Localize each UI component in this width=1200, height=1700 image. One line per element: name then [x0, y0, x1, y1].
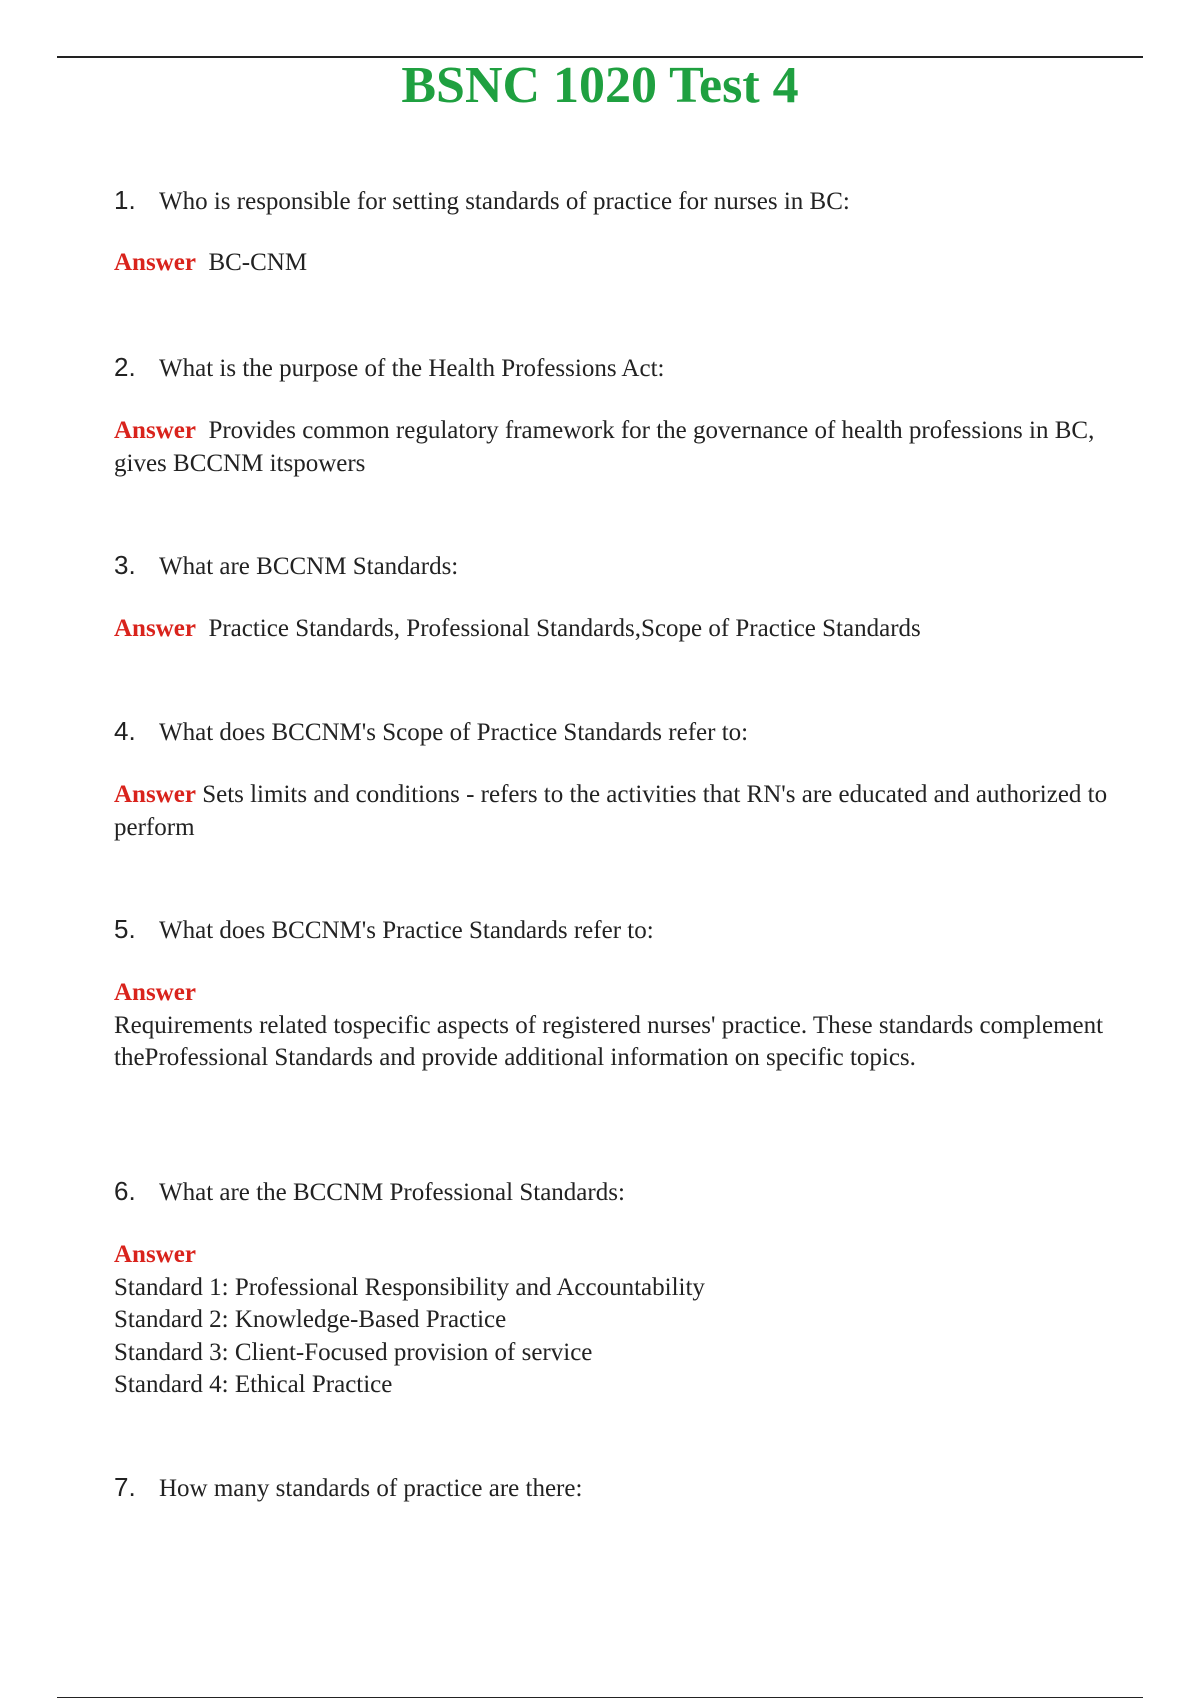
question: [114, 715, 1134, 749]
question-item-7: [114, 1471, 1134, 1505]
question: [114, 184, 1134, 218]
question-number: 6.: [114, 1176, 136, 1206]
question-number: 7.: [114, 1472, 136, 1502]
question-text: What are the BCCNM Professional Standards:: [159, 1179, 625, 1206]
question-text: How many standards of practice are there:: [159, 1475, 583, 1502]
answer-line: Standard 1: Professional Responsibility and Accountability: [114, 1273, 705, 1301]
question-text: What is the purpose of the Health Professions Act:: [159, 355, 665, 382]
question-item-4: [114, 715, 1134, 844]
question-item-6: [114, 1175, 1134, 1402]
bottom-rule: [57, 1697, 1143, 1698]
answer-label: Answer: [114, 615, 196, 642]
answer-line: Standard 4: Ethical Practice: [114, 1371, 393, 1398]
question-text: Who is responsible for setting standards of practice for nurses in BC:: [159, 188, 850, 215]
answer: [114, 1239, 1134, 1402]
question: [114, 1175, 1134, 1209]
question-number: 3.: [114, 550, 136, 580]
answer: [114, 415, 1134, 480]
question: [114, 351, 1134, 385]
answer-text: Provides common regulatory framework for the governance of health professions in BC, gives BCCNM itspowers: [114, 417, 1095, 477]
question-text: What are BCCNM Standards:: [159, 553, 459, 580]
answer-line: Standard 3: Client-Focused provision of service: [114, 1338, 593, 1366]
question-number: 5.: [114, 914, 136, 944]
answer-text: Practice Standards, Professional Standards,Scope of Practice Standards: [208, 615, 921, 642]
document-title: BSNC 1020 Test 4: [401, 57, 799, 114]
question: [114, 1471, 1134, 1505]
question: [114, 913, 1134, 947]
answer: [114, 977, 1134, 1075]
question-item-2: [114, 351, 1134, 480]
question-number: 2.: [114, 352, 136, 382]
answer-label: Answer: [114, 417, 196, 444]
answer-text: Sets limits and conditions - refers to the activities that RN's are educated and authorized to perform: [114, 781, 1108, 841]
answer-text: BC-CNM: [208, 249, 308, 276]
question-item-3: [114, 549, 1134, 646]
question-text: What does BCCNM's Practice Standards refer to:: [159, 917, 654, 944]
question-number: 1.: [114, 185, 136, 215]
question: [114, 549, 1134, 583]
question-number: 4.: [114, 716, 136, 746]
answer: [114, 613, 1134, 646]
answer-label: Answer: [114, 249, 196, 276]
question-item-5: [114, 913, 1134, 1075]
answer: [114, 779, 1134, 844]
answer-label: Answer: [114, 781, 196, 808]
answer-line: Standard 2: Knowledge-Based Practice: [114, 1306, 507, 1333]
question-item-1: [114, 184, 1134, 280]
question-text: What does BCCNM's Scope of Practice Standards refer to:: [159, 719, 749, 746]
answer-text: Requirements related tospecific aspects of registered nurses' practice. These standards complement theProfessional Standards and provide additional information on specific topics.: [114, 1011, 1104, 1071]
answer-label: Answer: [114, 1241, 196, 1268]
answer: [114, 247, 1134, 280]
answer-label: Answer: [114, 979, 196, 1006]
